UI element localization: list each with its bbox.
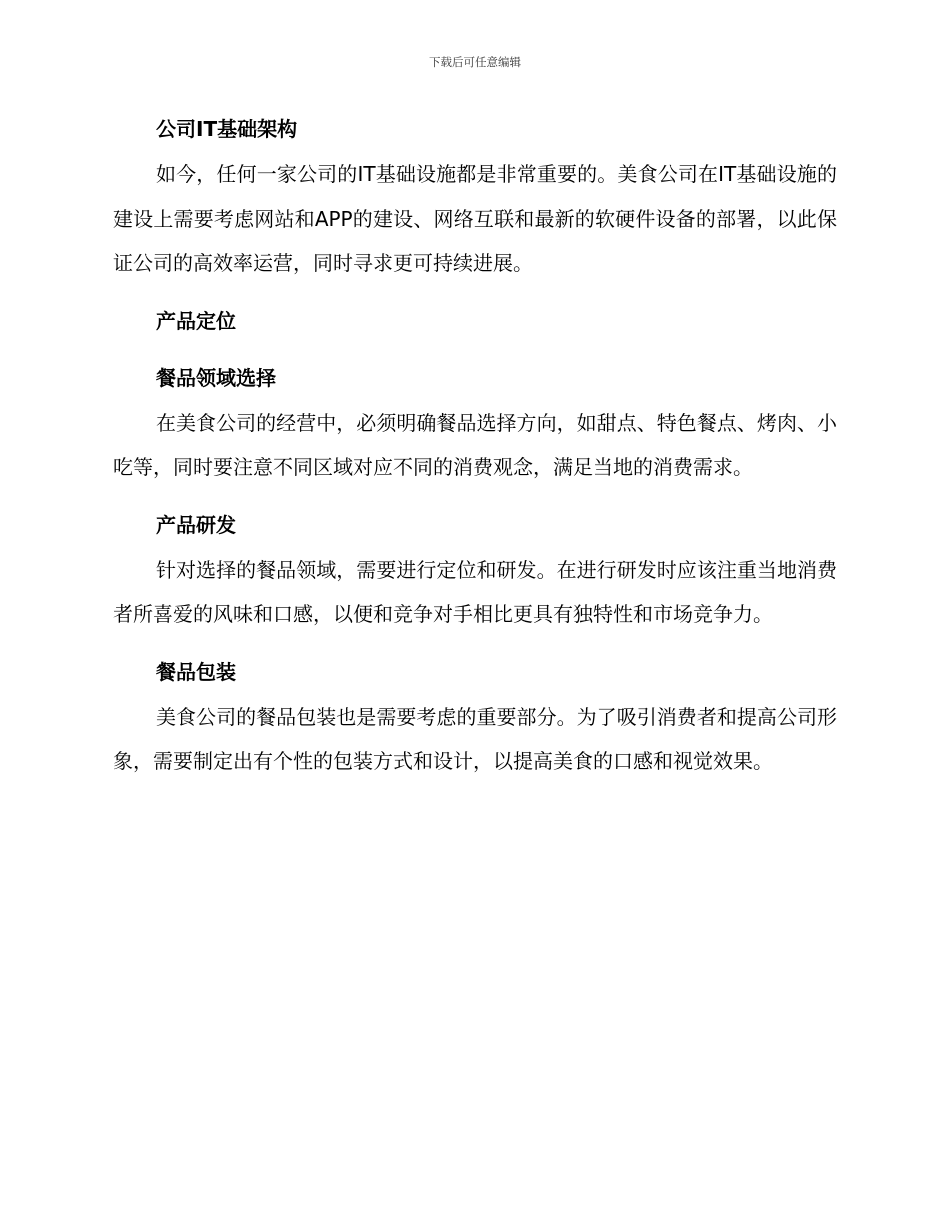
section-heading-packaging: 餐品包装: [156, 659, 236, 684]
paragraph-it-infrastructure: 如今，任何一家公司的IT基础设施都是非常重要的。美食公司在IT基础设施的建设上需要考虑网站和APP的建设、网络互联和最新的软硬件设备的部署，以此保证公司的高效率运营，同时寻求更可持续进展。: [113, 162, 837, 275]
section-heading-dish-selection: 餐品领域选择: [156, 365, 276, 390]
paragraph-dish-selection: 在美食公司的经营中，必须明确餐品选择方向，如甜点、特色餐点、烤肉、小吃等，同时要注意不同区域对应不同的消费观念，满足当地的消费需求。: [113, 410, 837, 479]
section-heading-it-infrastructure: 公司IT基础架构: [156, 117, 298, 141]
section-heading-product-positioning: 产品定位: [156, 308, 236, 333]
paragraph-packaging: 美食公司的餐品包装也是需要考虑的重要部分。为了吸引消费者和提高公司形象，需要制定出有个性的包装方式和设计，以提高美食的口感和视觉效果。: [113, 704, 837, 773]
paragraph-product-rd: 针对选择的餐品领域，需要进行定位和研发。在进行研发时应该注重当地消费者所喜爱的风味和口感，以便和竞争对手相比更具有独特性和市场竞争力。: [113, 557, 837, 626]
document-body: [113, 108, 837, 784]
header-note: 下载后可任意编辑: [429, 55, 521, 69]
section-heading-product-rd: 产品研发: [156, 512, 236, 537]
